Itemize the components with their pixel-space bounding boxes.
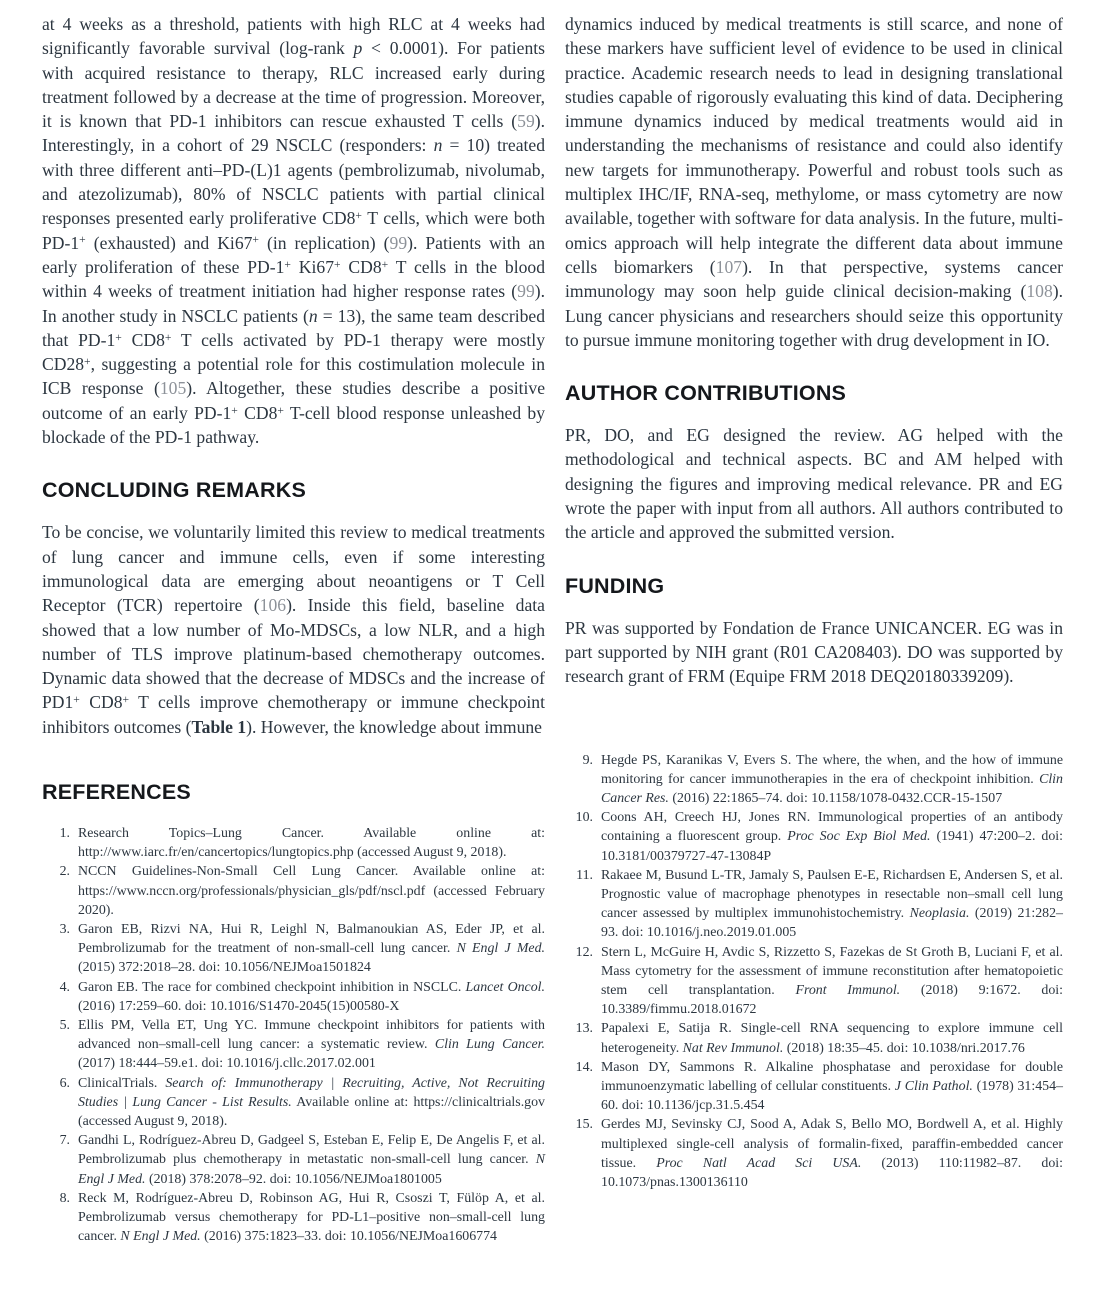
reference-number: 13. — [575, 1021, 593, 1037]
reference-item — [42, 1131, 545, 1189]
reference-text: Garon EB, Rizvi NA, Hui R, Leighl N, Balmanoukian AS, Eder JP, et al. Pembrolizumab for the treatment of non-small-cell lung cancer. N Engl J Med. (2015) 372:2018–28. doi: 10.1056/NEJMoa1501824 — [78, 922, 545, 976]
reference-text: Papalexi E, Satija R. Single-cell RNA sequencing to explore immune cell heterogeneity. Nat Rev Immunol. (2018) 18:35–45. doi: 10.1038/nri.2017.76 — [601, 1021, 1063, 1056]
reference-text: Gerdes MJ, Sevinsky CJ, Sood A, Adak S, Bello MO, Bordwell A, et al. Highly multiplexed single-cell analysis of formalin-fixed, paraffin-embedded cancer tissue. Proc Natl Acad Sci USA. (2013) 110:11982–87. doi: 10.1073/pnas.1300136110 — [601, 1117, 1063, 1190]
reference-text: Stern L, McGuire H, Avdic S, Rizzetto S, Fazekas de St Groth B, Luciani F, et al. Mass cytometry for the assessment of immune reconstitution after hematopoietic stem cell transplantation. Front Immunol. (2018) 9:1672. doi: 10.3389/fimmu.2018.01672 — [601, 944, 1063, 1018]
reference-item — [42, 862, 545, 920]
section-heading-references: REFERENCES — [42, 780, 191, 805]
funding-paragraph: PR was supported by Fondation de France UNICANCER. EG was in part supported by NIH grant (R01 CA208403). DO was supported by research grant of FRM (Equipe FRM 2018 DEQ20180339209). — [565, 617, 1063, 687]
reference-item — [565, 1058, 1063, 1116]
left-column — [42, 12, 545, 1311]
reference-text: ClinicalTrials. Search of: Immunotherapy | Recruiting, Active, Not Recruiting Studies | Lung Cancer - List Results. Available online at: https://clinicaltrials.gov (accessed August 9, 2018). — [78, 1075, 546, 1130]
section-heading-concluding-remarks: CONCLUDING REMARKS — [42, 478, 306, 503]
reference-number: 5. — [59, 1018, 70, 1034]
reference-item — [565, 866, 1063, 943]
body-paragraph-continuation: at 4 weeks as a threshold, patients with high RLC at 4 weeks had significantly favorable survival (log-rank p < 0.0001). For patients with acquired resistance to therapy, RLC increased early during treatment followed by a decrease at the time of progression. Moreover, it is known that PD-1 inhibitors can rescue exhausted T cells (59). Interestingly, in a cohort of 29 NSCLC (responders: n = 10) treated with three different anti–PD-(L)1 agents (pembrolizumab, nivolumab, and atezolizumab), 80% of NSCLC patients with partial clinical responses presented early proliferative CD8+ T cells, which were both PD-1+ (exhausted) and Ki67+ (in replication) (99). Patients with an early proliferation of these PD-1+ Ki67+ CD8+ T cells in the blood within 4 weeks of treatment initiation had higher response rates (99). In another study in NSCLC patients (n = 13), the same team described that PD-1+ CD8+ T cells activated by PD-1 therapy were mostly CD28+, suggesting a potential role for this costimulation molecule in ICB response (105). Altogether, these studies describe a positive outcome of an early PD-1+ CD8+ T-cell blood response unleashed by blockade of the PD-1 pathway. — [42, 14, 546, 448]
reference-number: 3. — [59, 922, 70, 938]
reference-item — [42, 824, 545, 862]
reference-number: 15. — [575, 1117, 593, 1133]
references-list-right — [565, 751, 1063, 1193]
reference-number: 1. — [59, 826, 70, 842]
reference-number: 4. — [59, 979, 70, 995]
reference-number: 6. — [59, 1075, 70, 1091]
reference-number: 12. — [575, 944, 593, 960]
right-column — [565, 12, 1063, 1311]
references-list-left — [42, 824, 545, 1246]
reference-number: 10. — [575, 810, 593, 826]
reference-item — [565, 1115, 1063, 1192]
reference-item — [565, 1019, 1063, 1057]
reference-number: 2. — [59, 864, 70, 880]
reference-item — [42, 920, 545, 978]
reference-number: 14. — [575, 1059, 593, 1075]
reference-item — [565, 943, 1063, 1020]
reference-text: Gandhi L, Rodríguez-Abreu D, Gadgeel S, Esteban E, Felip E, De Angelis F, et al. Pembrolizumab plus chemotherapy in metastatic non-small-cell lung cancer. N Engl J Med. (2018) 378:2078–92. doi: 10.1056/NEJMoa1801005 — [78, 1133, 545, 1187]
author-contributions-paragraph: PR, DO, and EG designed the review. AG helped with the methodological and technical aspects. BC and AM helped with designing the figures and improving medical relevance. PR and EG wrote the paper with input from all authors. All authors contributed to the article and approved the submitted version. — [565, 425, 1063, 543]
reference-number: 9. — [582, 752, 593, 768]
section-heading-author-contributions: AUTHOR CONTRIBUTIONS — [565, 381, 847, 406]
section-heading-funding: FUNDING — [565, 573, 665, 598]
concluding-remarks-paragraph: To be concise, we voluntarily limited this review to medical treatments of lung cancer and immune cells, even if some interesting immunological data are emerging about neoantigens or T Cell Receptor (TCR) repertoire (106). Inside this field, baseline data showed that a low number of Mo-MDSCs, a low NLR, and a high number of TLS improve platinum-based chemotherapy outcomes. Dynamic data showed that the decrease of MDSCs and the increase of PD1+ CD8+ T cells improve chemotherapy or immune checkpoint inhibitors outcomes (Table 1). However, the knowledge about immune — [42, 522, 545, 737]
reference-item — [565, 751, 1063, 809]
reference-text: Research Topics–Lung Cancer. Available online at: http://www.iarc.fr/en/cancertopics/lungtopics.php (accessed August 9, 2018). — [78, 826, 545, 861]
reference-item — [42, 1189, 545, 1247]
reference-item — [42, 1016, 545, 1074]
reference-text: Mason DY, Sammons R. Alkaline phosphatase and peroxidase for double immunoenzymatic labelling of cellular constituents. J Clin Pathol. (1978) 31:454–60. doi: 10.1136/jcp.31.5.454 — [601, 1059, 1063, 1114]
reference-text: Ellis PM, Vella ET, Ung YC. Immune checkpoint inhibitors for patients with advanced non–small-cell lung cancer: a systematic review. Clin Lung Cancer. (2017) 18:444–59.e1. doi: 10.1016/j.cllc.2017.02.001 — [78, 1018, 545, 1072]
reference-text: Reck M, Rodríguez-Abreu D, Robinson AG, Hui R, Csoszi T, Fülöp A, et al. Pembrolizumab versus chemotherapy for PD-L1–positive non–small-cell lung cancer. N Engl J Med. (2016) 375:1823–33. doi: 10.1056/NEJMoa1606774 — [78, 1190, 545, 1245]
reference-number: 7. — [59, 1133, 70, 1149]
reference-text: Coons AH, Creech HJ, Jones RN. Immunological properties of an antibody containing a fluorescent group. Proc Soc Exp Biol Med. (1941) 47:200–2. doi: 10.3181/00379727-47-13084P — [601, 810, 1063, 864]
reference-text: NCCN Guidelines-Non-Small Cell Lung Cancer. Available online at: https://www.nccn.org/professionals/physician_gls/pdf/nscl.pdf (accessed February 2020). — [78, 864, 545, 918]
reference-item — [42, 1074, 545, 1132]
reference-text: Hegde PS, Karanikas V, Evers S. The where, the when, and the how of immune monitoring for cancer immunotherapies in the era of checkpoint inhibition. Clin Cancer Res. (2016) 22:1865–74. doi: 10.1158/1078-0432.CCR-15-1507 — [601, 752, 1063, 806]
reference-item — [565, 808, 1063, 866]
reference-number: 11. — [576, 867, 593, 883]
reference-text: Garon EB. The race for combined checkpoint inhibition in NSCLC. Lancet Oncol. (2016) 17:259–60. doi: 10.1016/S1470-2045(15)00580-X — [78, 979, 545, 1014]
reference-number: 8. — [59, 1190, 70, 1206]
reference-item — [42, 978, 545, 1016]
immune-dynamics-paragraph: dynamics induced by medical treatments is still scarce, and none of these markers have sufficient level of evidence to be used in clinical practice. Academic research needs to lead in designing translational studies capable of rigorously evaluating this kind of data. Deciphering immune dynamics induced by medical treatments would aid in understanding the mechanisms of resistance and could also identify new targets for immunotherapy. Powerful and robust tools such as multiplex IHC/IF, RNA-seq, methylome, or mass cytometry are now available, together with software for data analysis. In the future, multi-omics approach will help integrate the different data about immune cells biomarkers (107). In that perspective, systems cancer immunology may soon help guide clinical decision-making (108). Lung cancer physicians and researchers should seize this opportunity to pursue immune monitoring together with drug development in IO. — [565, 14, 1064, 350]
reference-text: Rakaee M, Busund L-TR, Jamaly S, Paulsen E-E, Richardsen E, Andersen S, et al. Prognostic value of macrophage phenotypes in resectable non–small cell lung cancer assessed by multiplex immunohistochemistry. Neoplasia. (2019) 21:282–93. doi: 10.1016/j.neo.2019.01.005 — [601, 867, 1063, 941]
